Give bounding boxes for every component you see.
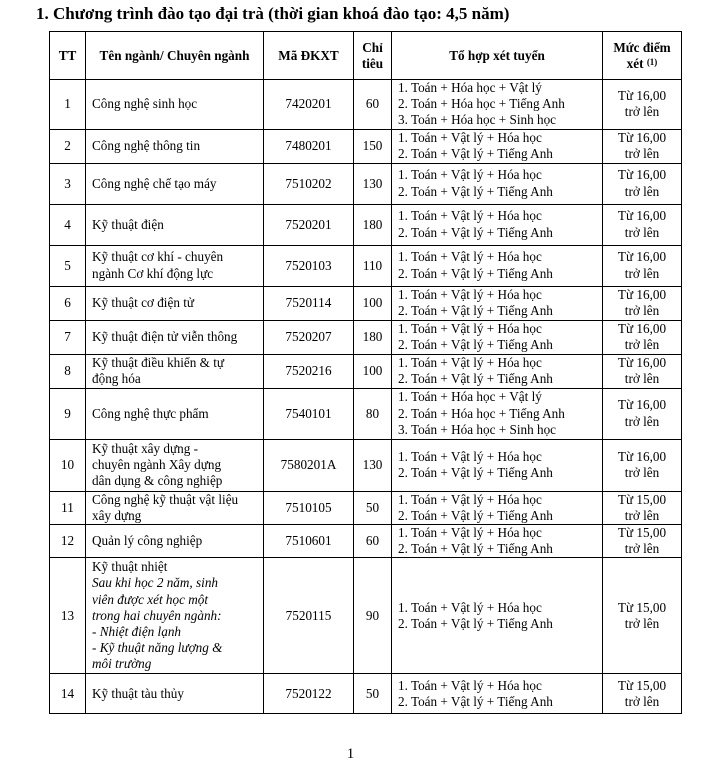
major-note-line: - Nhiệt điện lạnh xyxy=(92,624,182,640)
table-row xyxy=(50,388,682,439)
score-line: Từ 16,00 xyxy=(617,249,667,265)
major-name-line: Công nghệ thực phẩm xyxy=(92,405,209,421)
score-line: Từ 16,00 xyxy=(617,320,667,336)
quota: 130 xyxy=(354,163,392,204)
section-heading: 1. Chương trình đào tạo đại trà (thời gian khoá đào tạo: 4,5 năm) xyxy=(36,4,510,23)
minimum-score xyxy=(603,439,682,491)
combination-line: 1. Toán + Vật lý + Hóa học xyxy=(398,525,542,541)
combination-line: 3. Toán + Hóa học + Sinh học xyxy=(398,112,557,128)
col-header-score-line1: Mức điểm xyxy=(613,39,671,55)
subject-combinations xyxy=(392,388,603,439)
score-line: trở lên xyxy=(624,303,660,319)
table-row xyxy=(50,491,682,524)
combination-line: 1. Toán + Vật lý + Hóa học xyxy=(398,599,542,615)
table-row xyxy=(50,129,682,163)
score-line: trở lên xyxy=(624,413,660,429)
col-header-tt: TT xyxy=(50,32,86,80)
major-name xyxy=(86,439,264,491)
score-line: trở lên xyxy=(624,265,660,281)
major-note-line: - Kỹ thuật năng lượng & xyxy=(92,640,223,656)
table-header-row xyxy=(50,32,682,80)
subject-combinations xyxy=(392,674,603,714)
row-number: 5 xyxy=(50,245,86,286)
table-row xyxy=(50,286,682,320)
combination-line: 1. Toán + Vật lý + Hóa học xyxy=(398,354,542,370)
registration-code: 7520103 xyxy=(264,245,354,286)
subject-combinations xyxy=(392,80,603,130)
major-name xyxy=(86,354,264,388)
combination-line: 2. Toán + Hóa học + Tiếng Anh xyxy=(398,405,565,421)
row-number: 1 xyxy=(50,80,86,130)
table-row xyxy=(50,163,682,204)
combination-line: 1. Toán + Vật lý + Hóa học xyxy=(398,320,542,336)
row-number: 2 xyxy=(50,129,86,163)
subject-combinations xyxy=(392,163,603,204)
major-name-line: Kỹ thuật xây dựng - xyxy=(92,440,199,456)
admission-table xyxy=(49,31,682,714)
score-line: Từ 15,00 xyxy=(617,599,667,615)
registration-code: 7520115 xyxy=(264,558,354,674)
table-row xyxy=(50,245,682,286)
registration-code: 7520201 xyxy=(264,204,354,245)
major-name-line: động hóa xyxy=(92,371,141,387)
minimum-score xyxy=(603,286,682,320)
quota: 130 xyxy=(354,439,392,491)
combination-line: 1. Toán + Vật lý + Hóa học xyxy=(398,448,542,464)
major-name xyxy=(86,491,264,524)
major-name-line: Công nghệ chế tạo máy xyxy=(92,175,217,191)
combination-line: 1. Toán + Vật lý + Hóa học xyxy=(398,167,542,183)
row-number: 12 xyxy=(50,525,86,558)
combination-line: 2. Toán + Vật lý + Tiếng Anh xyxy=(398,224,553,240)
score-line: Từ 16,00 xyxy=(617,448,667,464)
combination-line: 2. Toán + Vật lý + Tiếng Anh xyxy=(398,183,553,199)
subject-combinations xyxy=(392,245,603,286)
quota: 80 xyxy=(354,388,392,439)
major-name-line: Kỹ thuật điện tử viễn thông xyxy=(92,329,238,344)
minimum-score xyxy=(603,163,682,204)
major-name xyxy=(86,286,264,320)
combination-line: 1. Toán + Vật lý + Hóa học xyxy=(398,491,542,507)
quota: 60 xyxy=(354,525,392,558)
score-line: trở lên xyxy=(624,104,660,120)
combination-line: 1. Toán + Hóa học + Vật lý xyxy=(398,389,542,405)
major-note-line: môi trường xyxy=(92,656,152,672)
major-name xyxy=(86,674,264,714)
combination-line: 2. Toán + Vật lý + Tiếng Anh xyxy=(398,146,553,162)
quota: 50 xyxy=(354,674,392,714)
row-number: 8 xyxy=(50,354,86,388)
major-name-line: chuyên ngành Xây dựng xyxy=(92,457,222,472)
row-number: 3 xyxy=(50,163,86,204)
score-line: Từ 16,00 xyxy=(617,397,667,413)
registration-code: 7520207 xyxy=(264,320,354,354)
major-name-line: xây dựng xyxy=(92,507,142,523)
score-line: trở lên xyxy=(624,507,660,523)
minimum-score xyxy=(603,558,682,674)
row-number: 7 xyxy=(50,320,86,354)
score-line: trở lên xyxy=(624,693,660,709)
subject-combinations xyxy=(392,491,603,524)
score-line: Từ 15,00 xyxy=(617,491,667,507)
major-name-line: Kỹ thuật cơ điện tử xyxy=(92,295,195,310)
major-name xyxy=(86,525,264,558)
combination-line: 2. Toán + Vật lý + Tiếng Anh xyxy=(398,615,553,631)
table-row xyxy=(50,439,682,491)
col-header-score xyxy=(603,32,682,80)
table-body xyxy=(50,80,682,714)
score-line: trở lên xyxy=(624,465,660,481)
score-line: Từ 16,00 xyxy=(617,354,667,370)
score-line: Từ 16,00 xyxy=(617,208,667,224)
major-note-line: viên được xét học một xyxy=(92,591,209,607)
minimum-score xyxy=(603,245,682,286)
major-name-line: Công nghệ sinh học xyxy=(92,96,198,112)
subject-combinations xyxy=(392,320,603,354)
quota: 180 xyxy=(354,320,392,354)
combination-line: 2. Toán + Vật lý + Tiếng Anh xyxy=(398,507,553,523)
minimum-score xyxy=(603,320,682,354)
major-name-line: dân dụng & công nghiệp xyxy=(92,473,223,489)
table-row xyxy=(50,204,682,245)
table-row xyxy=(50,354,682,388)
major-name xyxy=(86,80,264,130)
quota: 60 xyxy=(354,80,392,130)
row-number: 11 xyxy=(50,491,86,524)
score-footnote-marker: (1) xyxy=(646,56,658,67)
col-header-score-word: xét xyxy=(626,55,644,71)
major-name-line: Kỹ thuật điều khiển & tự xyxy=(92,354,225,370)
subject-combinations xyxy=(392,354,603,388)
major-name-line: Kỹ thuật tàu thủy xyxy=(92,685,184,701)
score-line: Từ 16,00 xyxy=(617,88,667,104)
minimum-score xyxy=(603,204,682,245)
minimum-score xyxy=(603,129,682,163)
row-number: 6 xyxy=(50,286,86,320)
combination-line: 2. Toán + Vật lý + Tiếng Anh xyxy=(398,541,553,557)
major-name xyxy=(86,558,264,674)
table-row xyxy=(50,558,682,674)
major-name xyxy=(86,163,264,204)
subject-combinations xyxy=(392,204,603,245)
combination-line: 1. Toán + Hóa học + Vật lý xyxy=(398,80,542,95)
major-note-line: trong hai chuyên ngành: xyxy=(92,607,222,623)
major-name xyxy=(86,245,264,286)
quota: 50 xyxy=(354,491,392,524)
subject-combinations xyxy=(392,558,603,674)
combination-line: 1. Toán + Vật lý + Hóa học xyxy=(398,677,542,693)
col-header-code: Mã ĐKXT xyxy=(264,32,354,80)
row-number: 9 xyxy=(50,388,86,439)
score-line: trở lên xyxy=(624,224,660,240)
col-header-quota xyxy=(354,32,392,80)
combination-line: 2. Toán + Vật lý + Tiếng Anh xyxy=(398,303,553,319)
row-number: 4 xyxy=(50,204,86,245)
subject-combinations xyxy=(392,439,603,491)
minimum-score xyxy=(603,80,682,130)
subject-combinations xyxy=(392,286,603,320)
major-name xyxy=(86,204,264,245)
registration-code: 7580201A xyxy=(264,439,354,491)
registration-code: 7520114 xyxy=(264,286,354,320)
major-name-line: ngành Cơ khí động lực xyxy=(92,265,214,281)
minimum-score xyxy=(603,491,682,524)
major-name-line: Công nghệ thông tin xyxy=(92,138,201,153)
registration-code: 7510601 xyxy=(264,525,354,558)
registration-code: 7480201 xyxy=(264,129,354,163)
major-name-line: Kỹ thuật cơ khí - chuyên xyxy=(92,249,224,265)
combination-line: 1. Toán + Vật lý + Hóa học xyxy=(398,129,542,145)
score-line: Từ 15,00 xyxy=(617,525,667,541)
table-row xyxy=(50,80,682,130)
minimum-score xyxy=(603,354,682,388)
major-name-line: Kỹ thuật điện xyxy=(92,216,164,232)
table-row xyxy=(50,674,682,714)
quota: 110 xyxy=(354,245,392,286)
score-line: Từ 16,00 xyxy=(617,286,667,302)
registration-code: 7510202 xyxy=(264,163,354,204)
quota: 90 xyxy=(354,558,392,674)
quota: 180 xyxy=(354,204,392,245)
quota: 150 xyxy=(354,129,392,163)
combination-line: 1. Toán + Vật lý + Hóa học xyxy=(398,249,542,265)
major-name xyxy=(86,129,264,163)
minimum-score xyxy=(603,388,682,439)
row-number: 14 xyxy=(50,674,86,714)
subject-combinations xyxy=(392,525,603,558)
combination-line: 2. Toán + Vật lý + Tiếng Anh xyxy=(398,265,553,281)
combination-line: 1. Toán + Vật lý + Hóa học xyxy=(398,208,542,224)
score-line: trở lên xyxy=(624,615,660,631)
major-name-line: Kỹ thuật nhiệt xyxy=(92,559,168,575)
score-line: Từ 15,00 xyxy=(617,677,667,693)
score-line: trở lên xyxy=(624,541,660,557)
major-name-line: Quản lý công nghiệp xyxy=(92,533,203,549)
registration-code: 7520122 xyxy=(264,674,354,714)
score-line: trở lên xyxy=(624,337,660,353)
table-row xyxy=(50,320,682,354)
score-line: Từ 16,00 xyxy=(617,167,667,183)
registration-code: 7420201 xyxy=(264,80,354,130)
combination-line: 2. Toán + Vật lý + Tiếng Anh xyxy=(398,465,553,481)
page-number: 1 xyxy=(346,746,355,762)
quota: 100 xyxy=(354,354,392,388)
combination-line: 1. Toán + Vật lý + Hóa học xyxy=(398,286,542,302)
major-name xyxy=(86,320,264,354)
table-row xyxy=(50,525,682,558)
row-number: 13 xyxy=(50,558,86,674)
score-line: trở lên xyxy=(624,371,660,387)
registration-code: 7540101 xyxy=(264,388,354,439)
score-line: trở lên xyxy=(624,183,660,199)
major-name xyxy=(86,388,264,439)
quota: 100 xyxy=(354,286,392,320)
row-number: 10 xyxy=(50,439,86,491)
minimum-score xyxy=(603,674,682,714)
score-line: trở lên xyxy=(624,146,660,162)
combination-line: 2. Toán + Hóa học + Tiếng Anh xyxy=(398,96,565,112)
col-header-score-line2 xyxy=(606,56,678,72)
registration-code: 7510105 xyxy=(264,491,354,524)
combination-line: 2. Toán + Vật lý + Tiếng Anh xyxy=(398,693,553,709)
score-line: Từ 16,00 xyxy=(617,129,667,145)
combination-line: 2. Toán + Vật lý + Tiếng Anh xyxy=(398,337,553,353)
col-header-combos: Tổ hợp xét tuyển xyxy=(392,32,603,80)
registration-code: 7520216 xyxy=(264,354,354,388)
combination-line: 3. Toán + Hóa học + Sinh học xyxy=(398,421,557,437)
subject-combinations xyxy=(392,129,603,163)
combination-line: 2. Toán + Vật lý + Tiếng Anh xyxy=(398,371,553,387)
col-header-quota-line2: tiêu xyxy=(361,55,384,71)
col-header-quota-line1: Chỉ xyxy=(362,39,383,55)
major-note-line: Sau khi học 2 năm, sinh xyxy=(92,575,219,591)
major-name-line: Công nghệ kỹ thuật vật liệu xyxy=(92,491,239,507)
col-header-major: Tên ngành/ Chuyên ngành xyxy=(86,32,264,80)
minimum-score xyxy=(603,525,682,558)
